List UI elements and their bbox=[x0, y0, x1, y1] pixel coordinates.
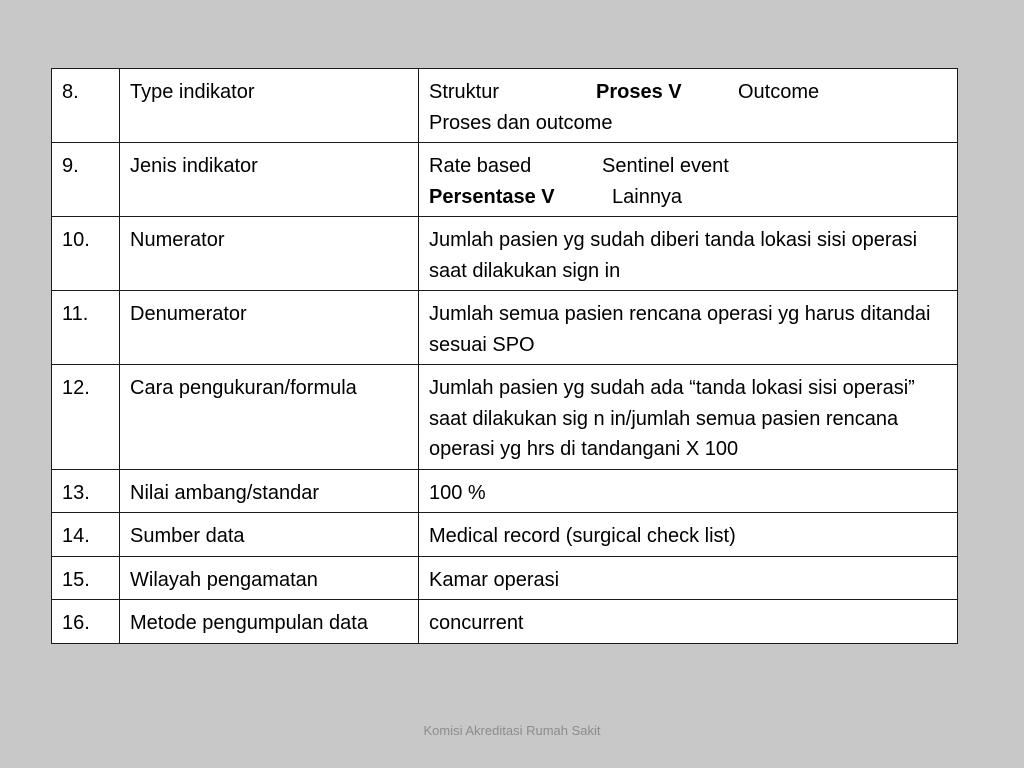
row-number: 10. bbox=[52, 217, 120, 291]
table-row bbox=[52, 513, 958, 557]
row-value: Kamar operasi bbox=[419, 556, 958, 600]
option-proses-dan-outcome: Proses dan outcome bbox=[429, 111, 613, 134]
option-proses-selected: Proses V bbox=[596, 81, 682, 103]
row-field-label: Cara pengukuran/formula bbox=[120, 365, 419, 470]
row-field-label: Denumerator bbox=[120, 291, 419, 365]
row-number: 15. bbox=[52, 556, 120, 600]
jenis-options-line-1 bbox=[429, 151, 947, 182]
row-value: Medical record (surgical check list) bbox=[419, 513, 958, 557]
row-number: 13. bbox=[52, 469, 120, 513]
row-field-label: Wilayah pengamatan bbox=[120, 556, 419, 600]
footer-text: Komisi Akreditasi Rumah Sakit bbox=[423, 723, 601, 738]
row-value: concurrent bbox=[419, 600, 958, 644]
row-number: 9. bbox=[52, 143, 120, 217]
row-value: Jumlah pasien yg sudah diberi tanda lokasi sisi operasi saat dilakukan sign in bbox=[419, 217, 958, 291]
row-number: 8. bbox=[52, 69, 120, 143]
row-number: 14. bbox=[52, 513, 120, 557]
type-options-line bbox=[429, 77, 947, 108]
row-value bbox=[419, 69, 958, 143]
row-field-label: Type indikator bbox=[120, 69, 419, 143]
row-field-label: Sumber data bbox=[120, 513, 419, 557]
row-field-label: Metode pengumpulan data bbox=[120, 600, 419, 644]
row-field-label: Jenis indikator bbox=[120, 143, 419, 217]
option-outcome: Outcome bbox=[738, 81, 820, 103]
option-rate-based: Rate based bbox=[429, 155, 532, 177]
option-sentinel-event: Sentinel event bbox=[602, 155, 729, 177]
row-field-label: Nilai ambang/standar bbox=[120, 469, 419, 513]
table-row bbox=[52, 143, 958, 217]
table-row bbox=[52, 291, 958, 365]
option-persentase-selected: Persentase V bbox=[429, 185, 555, 208]
row-value: Jumlah pasien yg sudah ada “tanda lokasi sisi operasi” saat dilakukan sig n in/jumlah semua pasien rencana operasi yg hrs di tandangani X 100 bbox=[419, 365, 958, 470]
row-value bbox=[419, 143, 958, 217]
table-row bbox=[52, 69, 958, 143]
table-row bbox=[52, 217, 958, 291]
row-field-label: Numerator bbox=[120, 217, 419, 291]
table-row bbox=[52, 469, 958, 513]
row-number: 12. bbox=[52, 365, 120, 470]
table-row bbox=[52, 365, 958, 470]
row-number: 16. bbox=[52, 600, 120, 644]
table-row bbox=[52, 556, 958, 600]
option-lainnya: Lainnya bbox=[612, 185, 683, 208]
option-struktur: Struktur bbox=[429, 81, 500, 103]
table-row bbox=[52, 600, 958, 644]
indicator-table bbox=[51, 68, 958, 644]
row-number: 11. bbox=[52, 291, 120, 365]
jenis-options-line-2 bbox=[429, 182, 947, 213]
row-value: 100 % bbox=[419, 469, 958, 513]
row-value: Jumlah semua pasien rencana operasi yg harus ditandai sesuai SPO bbox=[419, 291, 958, 365]
